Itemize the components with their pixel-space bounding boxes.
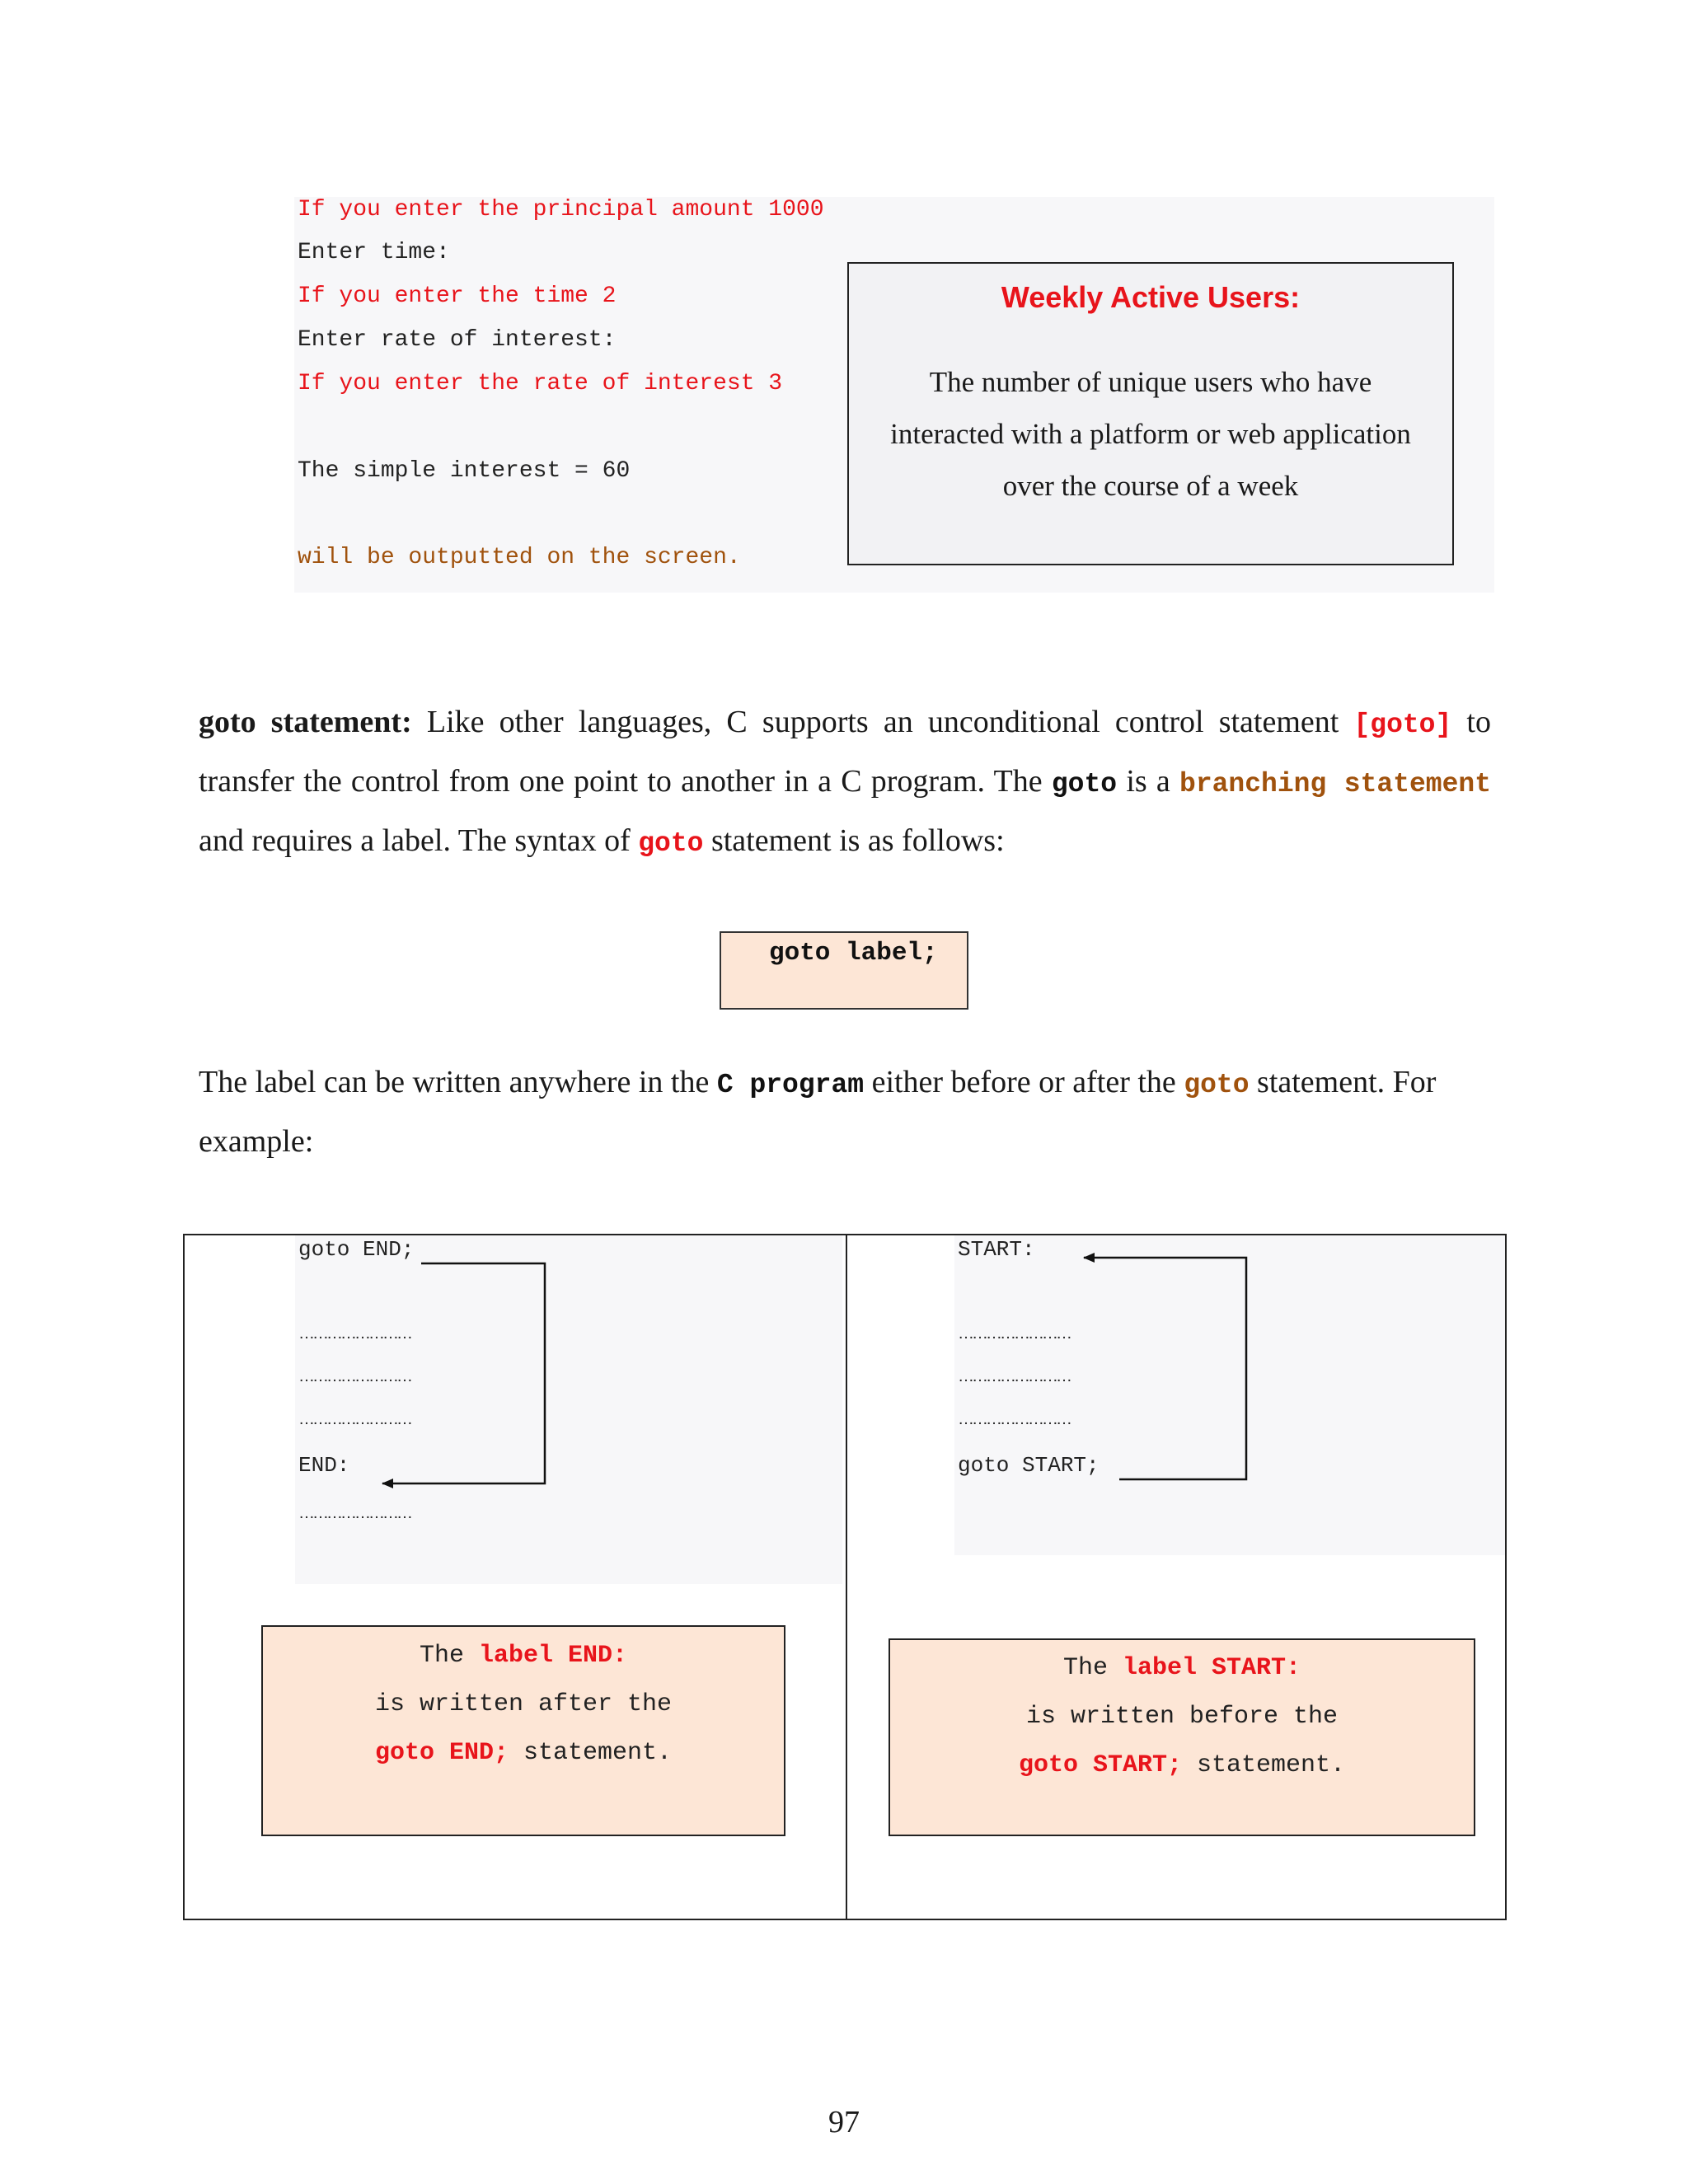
- note-highlight: goto END;: [374, 1739, 509, 1767]
- note-text: The: [1062, 1654, 1123, 1682]
- note-highlight: label START:: [1122, 1654, 1301, 1682]
- note-highlight: label END:: [478, 1642, 628, 1670]
- output-line: If you enter the rate of interest 3: [298, 371, 783, 396]
- paragraph-text: statement is as follows:: [703, 823, 1005, 858]
- callout-line: over the course of a week: [1002, 470, 1299, 502]
- callout-line: interacted with a platform or web application: [890, 418, 1411, 450]
- output-line: If you enter the time 2: [298, 284, 617, 309]
- label-paragraph: [199, 1054, 1491, 1170]
- ellipsis-line: ……………………: [958, 1410, 1070, 1428]
- paragraph-text: is a: [1117, 764, 1180, 799]
- inline-code: goto: [638, 828, 704, 859]
- callout-title: Weekly Active Users:: [1001, 280, 1301, 314]
- code-line-goto: goto START;: [958, 1453, 1100, 1478]
- backward-jump-note: [889, 1638, 1475, 1836]
- note-text: The: [419, 1642, 479, 1670]
- note-highlight: goto START;: [1018, 1751, 1182, 1779]
- paragraph-text: Like other languages, C supports an unconditional control statement: [411, 705, 1354, 739]
- ellipsis-line: ……………………: [298, 1324, 410, 1343]
- callout-body: [865, 356, 1436, 512]
- syntax-code: goto label;: [769, 939, 938, 968]
- forward-jump-arrow: [382, 1263, 545, 1483]
- code-line-label: START:: [958, 1237, 1035, 1262]
- backward-jump-arrow: [1084, 1258, 1246, 1479]
- note-text: statement.: [508, 1739, 673, 1767]
- weekly-active-users-callout: [847, 262, 1454, 565]
- callout-line: The number of unique users who have: [929, 366, 1372, 398]
- output-line: will be outputted on the screen.: [298, 545, 741, 570]
- goto-intro-paragraph: [199, 694, 1491, 872]
- inline-code: goto: [1051, 769, 1118, 799]
- output-line: The simple interest = 60: [298, 458, 631, 484]
- paragraph-text: to transfer the control from one point to another in a C program. The: [199, 705, 1491, 799]
- paragraph-text: statement. For example:: [199, 1065, 1437, 1159]
- ellipsis-line: ……………………: [298, 1410, 410, 1428]
- paragraph-text: The label can be written anywhere in the: [199, 1065, 717, 1099]
- note-text: is written before the: [1025, 1703, 1339, 1731]
- ellipsis-line: ……………………: [958, 1324, 1070, 1343]
- output-line: If you enter the principal amount 1000: [298, 197, 824, 223]
- paragraph-text: either before or after the: [864, 1065, 1184, 1099]
- paragraph-text: and requires a label. The syntax of: [199, 823, 639, 858]
- code-line-label: END:: [298, 1453, 350, 1478]
- code-line-goto: goto END;: [298, 1237, 415, 1262]
- ellipsis-line: ……………………: [298, 1504, 410, 1522]
- note-text: statement.: [1182, 1751, 1346, 1779]
- inline-code: C program: [716, 1070, 865, 1100]
- ellipsis-line: ……………………: [958, 1367, 1070, 1385]
- term-heading: goto statement:: [199, 705, 412, 739]
- inline-code: [goto]: [1353, 710, 1452, 740]
- inline-code: goto: [1184, 1070, 1250, 1100]
- syntax-box: [720, 931, 968, 1010]
- output-line: Enter rate of interest:: [298, 327, 617, 353]
- note-text: is written after the: [374, 1690, 673, 1718]
- ellipsis-line: ……………………: [298, 1367, 410, 1385]
- inline-code: branching statement: [1179, 769, 1492, 799]
- goto-example-table: [183, 1234, 1507, 1920]
- page-number: 97: [828, 2105, 860, 2139]
- output-line: Enter time:: [298, 240, 450, 265]
- forward-jump-note: [261, 1625, 785, 1836]
